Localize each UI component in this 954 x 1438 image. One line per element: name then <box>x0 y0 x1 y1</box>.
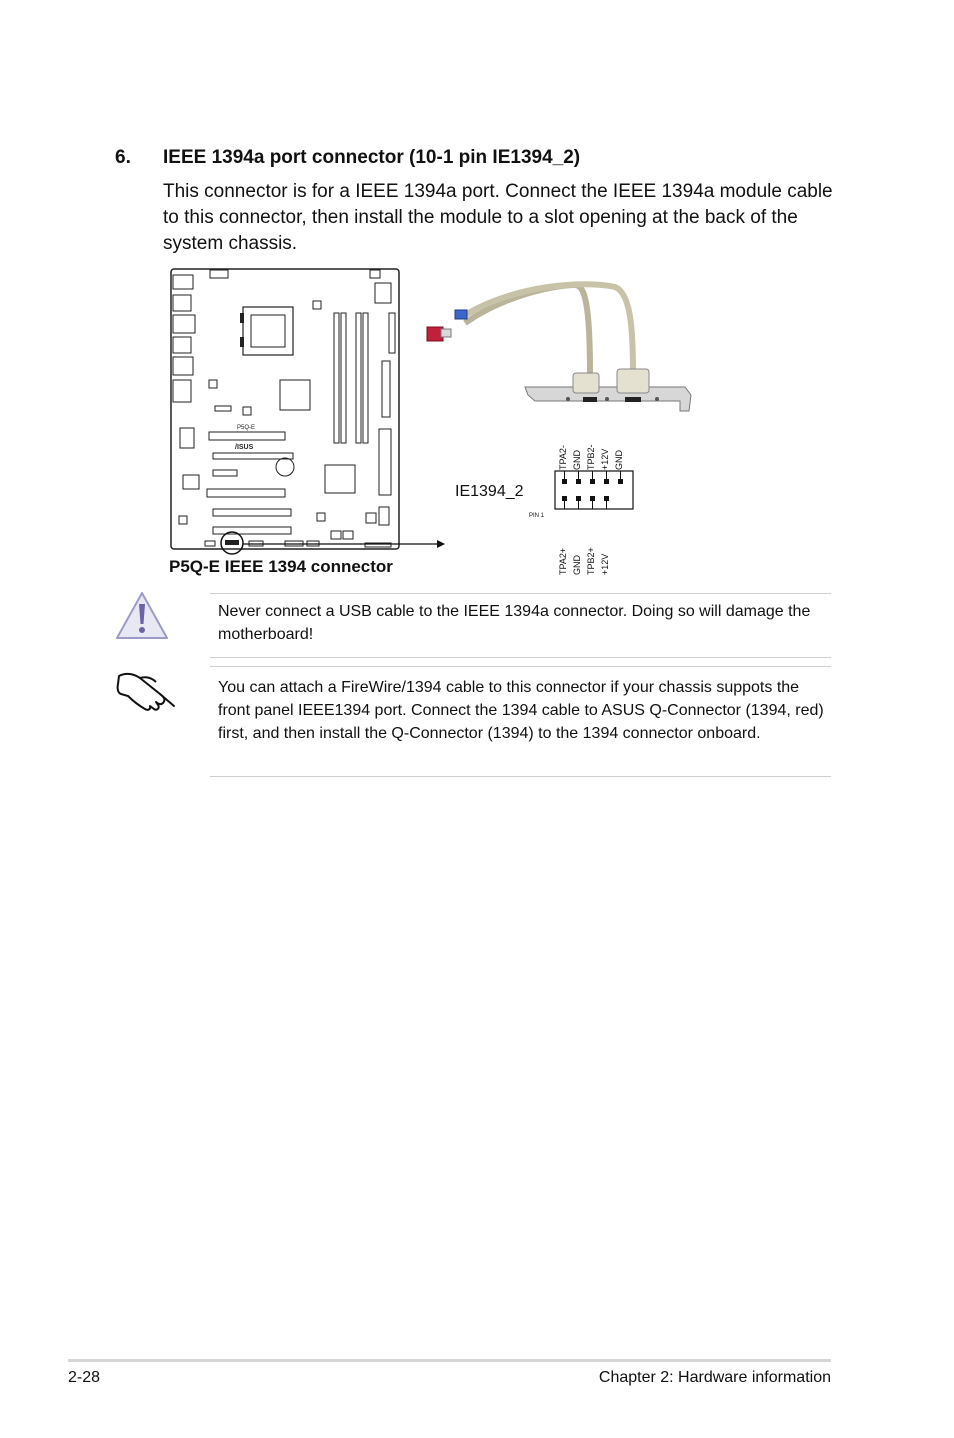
warning-note <box>210 593 831 658</box>
board-label: P5Q-E <box>237 425 256 431</box>
info-note <box>210 666 831 777</box>
pin-label-bottom-2: GND <box>572 555 582 575</box>
page-number: 2-28 <box>68 1369 101 1386</box>
section-title: IEEE 1394a port connector (10-1 pin IE1394_2) <box>163 147 581 168</box>
pin-label-top-2: GND <box>572 450 582 470</box>
pin-label-bottom-3: TPB2+ <box>586 547 596 575</box>
figure-caption: P5Q-E IEEE 1394 connector <box>169 557 393 576</box>
pin-label-top-1: TPA2- <box>558 445 568 470</box>
section-number: 6. <box>115 147 131 168</box>
pin-label-bottom-4: +12V <box>600 553 610 575</box>
section-intro: This connector is for a IEEE 1394a port. Connect the IEEE 1394a module cable to this connector, then install the module to a slot opening at the back of the system chassis. <box>163 181 833 254</box>
brand-logo: /ISUS <box>235 444 254 451</box>
pin1-label: PIN 1 <box>529 513 545 519</box>
info-text: You can attach a FireWire/1394 cable to this connector if your chassis suppots the front panel IEEE1394 port. Connect the 1394 cable to ASUS Q-Connector (1394, red) first, and then install the Q-Connector (1394) to the 1394 connector onboard. <box>218 679 824 742</box>
ieee1394-bracket-illustration <box>427 284 691 411</box>
connector-figure <box>165 265 705 585</box>
warning-icon <box>114 590 170 642</box>
connector-label: IE1394_2 <box>455 483 524 500</box>
pin-label-top-4: +12V <box>600 448 610 470</box>
pin-label-bottom-1: TPA2+ <box>558 547 568 575</box>
warning-text: Never connect a USB cable to the IEEE 1394a connector. Doing so will damage the motherboard! <box>218 603 811 643</box>
pointing-hand-icon <box>116 664 180 712</box>
ie1394-pin-header <box>455 444 633 575</box>
pin-label-top-3: TPB2- <box>586 444 596 470</box>
chapter-title: Chapter 2: Hardware information <box>598 1369 831 1386</box>
footer-divider <box>68 1359 831 1362</box>
pin-label-top-5: GND <box>614 450 624 470</box>
